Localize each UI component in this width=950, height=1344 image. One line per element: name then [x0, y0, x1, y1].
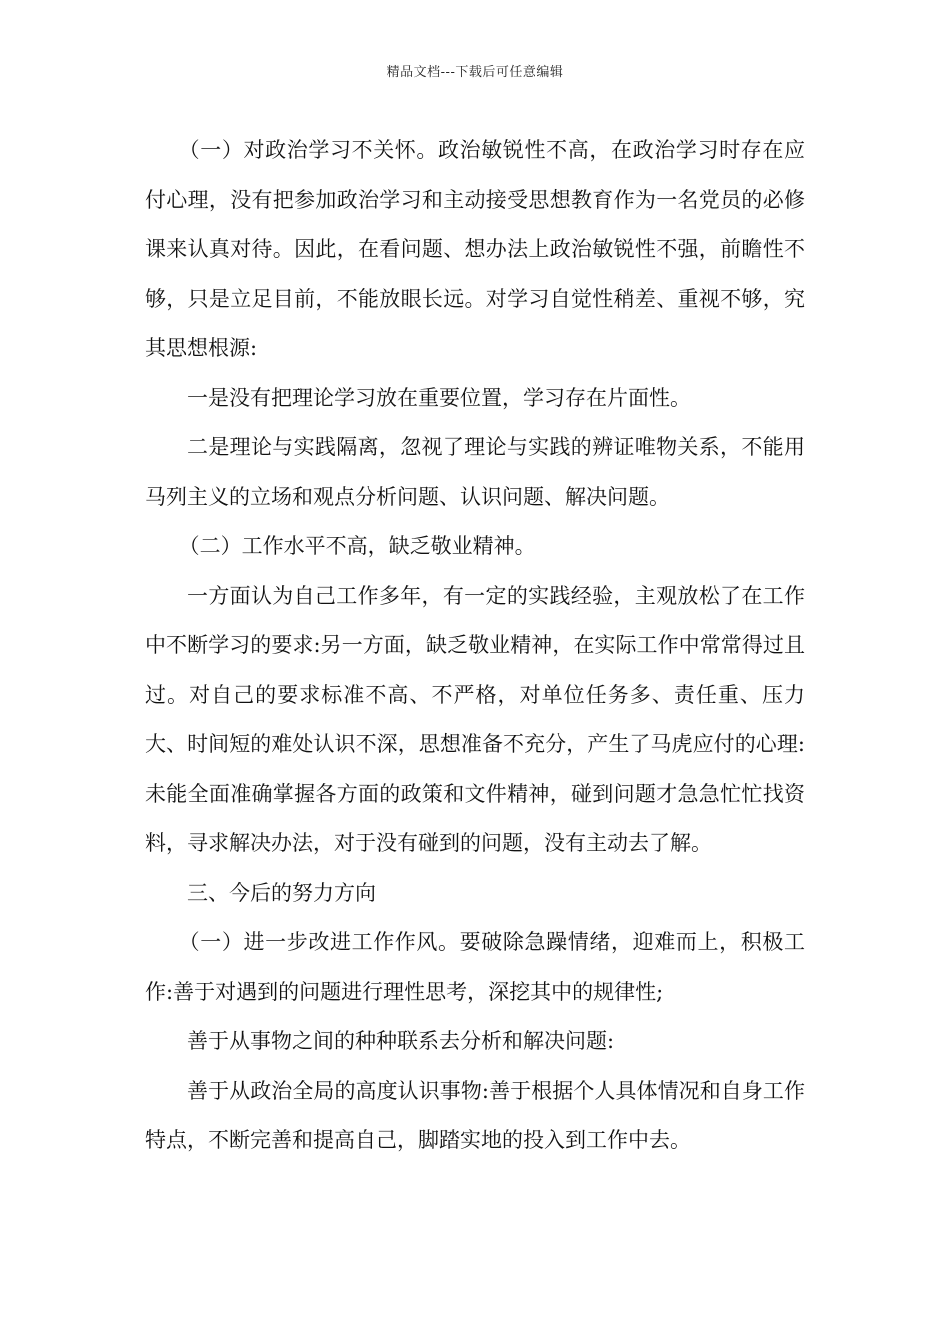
paragraph-political-study: （一）对政治学习不关怀。政治敏锐性不高，在政治学习时存在应付心理，没有把参加政治学习和主动接受思想教育作为一名党员的必修课来认真对待。因此，在看问题、想办法上政治敏锐性不强，前瞻性不够，只是立足目前，不能放眼长远。对学习自觉性稍差、重视不够，究其思想根源: [145, 138, 805, 360]
paragraph-root-cause-two: 二是理论与实践隔离，忽视了理论与实践的辨证唯物关系，不能用马列主义的立场和观点分析问题、认识问题、解决问题。 [145, 435, 805, 509]
paragraph-work-level-detail: 一方面认为自己工作多年，有一定的实践经验，主观放松了在工作中不断学习的要求:另一方面，缺乏敬业精神，在实际工作中常常得过且过。对自己的要求标准不高、不严格，对单位任务多、责任重、压力大、时间短的难处认识不深，思想准备不充分，产生了马虎应付的心理:未能全面准确掌握各方面的政策和文件精神，碰到问题才急急忙忙找资料，寻求解决办法，对于没有碰到的问题，没有主动去了解。 [145, 583, 805, 855]
page-header: 精品文档---下载后可任意编辑 [386, 65, 564, 80]
paragraph-analyze-connections: 善于从事物之间的种种联系去分析和解决问题: [187, 1029, 615, 1053]
paragraph-political-overall: 善于从政治全局的高度认识事物:善于根据个人具体情况和自身工作特点，不断完善和提高自己，脚踏实地的投入到工作中去。 [145, 1078, 805, 1152]
paragraph-root-cause-one: 一是没有把理论学习放在重要位置，学习存在片面性。 [187, 385, 691, 410]
section-heading-future-direction: 三、今后的努力方向 [187, 880, 376, 905]
document-body [145, 126, 805, 1166]
paragraph-work-level-heading: （二）工作水平不高，缺乏敬业精神。 [178, 534, 536, 558]
paragraph-improve-work-style: （一）进一步改进工作作风。要破除急躁情绪，迎难而上，积极工作:善于对遇到的问题进行理性思考，深挖其中的规律性; [145, 930, 805, 1004]
